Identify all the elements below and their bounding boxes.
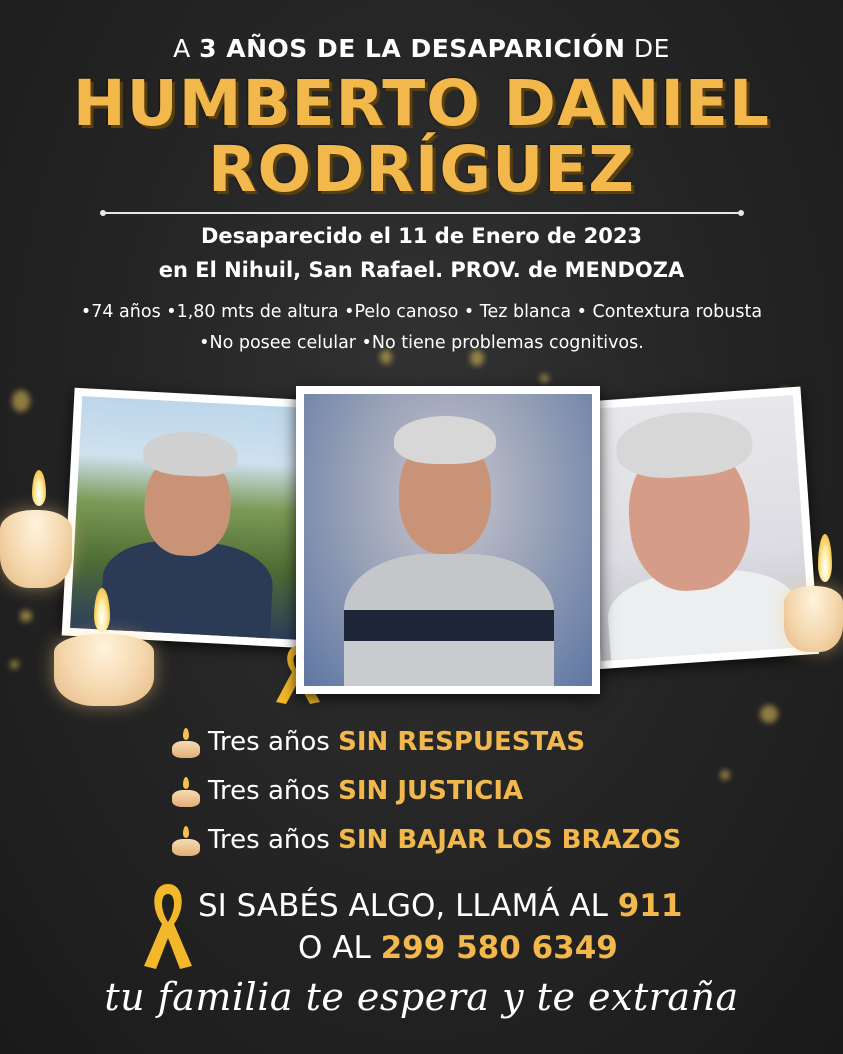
call-text-2: O AL (298, 930, 371, 966)
photo-center (296, 386, 600, 694)
anniversary-suffix: DE (633, 34, 670, 63)
person-name-line-2: RODRÍGUEZ (208, 133, 635, 206)
anniversary-line (0, 34, 843, 63)
candle-icon (54, 588, 154, 706)
anniversary-prefix: A (173, 34, 191, 63)
candle-icon (170, 728, 202, 758)
emergency-number: 911 (617, 888, 683, 924)
slogan-highlight: SIN BAJAR LOS BRAZOS (338, 825, 682, 855)
candle-icon (784, 534, 843, 652)
yellow-ribbon-icon (140, 880, 196, 972)
slogan-highlight: SIN RESPUESTAS (338, 727, 586, 757)
slogan-prefix: Tres años (208, 727, 330, 757)
slogan-item (170, 822, 681, 871)
slogan-item (170, 724, 681, 773)
contact-phone-number: 299 580 6349 (380, 930, 618, 966)
physical-description-1: •74 años •1,80 mts de altura •Pelo canoso • Tez blanca • Contextura robusta (80, 302, 763, 322)
family-message: tu familia te espera y te extraña (104, 975, 739, 1019)
disappearance-date: Desaparecido el 11 de Enero de 2023 (200, 224, 643, 248)
bokeh-light (760, 705, 778, 723)
anniversary-bold: 3 AÑOS DE LA DESAPARICIÓN (199, 34, 626, 63)
slogan-prefix: Tres años (208, 776, 330, 806)
divider (103, 212, 741, 214)
person-name-line-1: HUMBERTO DANIEL (72, 67, 771, 140)
call-text-1: SI SABÉS ALGO, LLAMÁ AL (198, 888, 608, 924)
slogan-highlight: SIN JUSTICIA (338, 776, 524, 806)
photo-right (575, 386, 819, 669)
call-line-2 (298, 930, 843, 966)
disappearance-place: en El Nihuil, San Rafael. PROV. de MENDOZA (158, 258, 685, 282)
slogan-list (170, 724, 681, 871)
bokeh-light (10, 660, 19, 669)
bokeh-light (720, 770, 730, 780)
physical-description-2: •No posee celular •No tiene problemas cognitivos. (199, 333, 644, 353)
bokeh-light (20, 610, 32, 622)
slogan-prefix: Tres años (208, 825, 330, 855)
bokeh-light (540, 374, 549, 383)
bokeh-light (12, 390, 30, 412)
candle-icon (170, 777, 202, 807)
slogan-item (170, 773, 681, 822)
call-line-1 (198, 888, 843, 924)
candle-icon (0, 470, 72, 588)
candle-icon (170, 826, 202, 856)
